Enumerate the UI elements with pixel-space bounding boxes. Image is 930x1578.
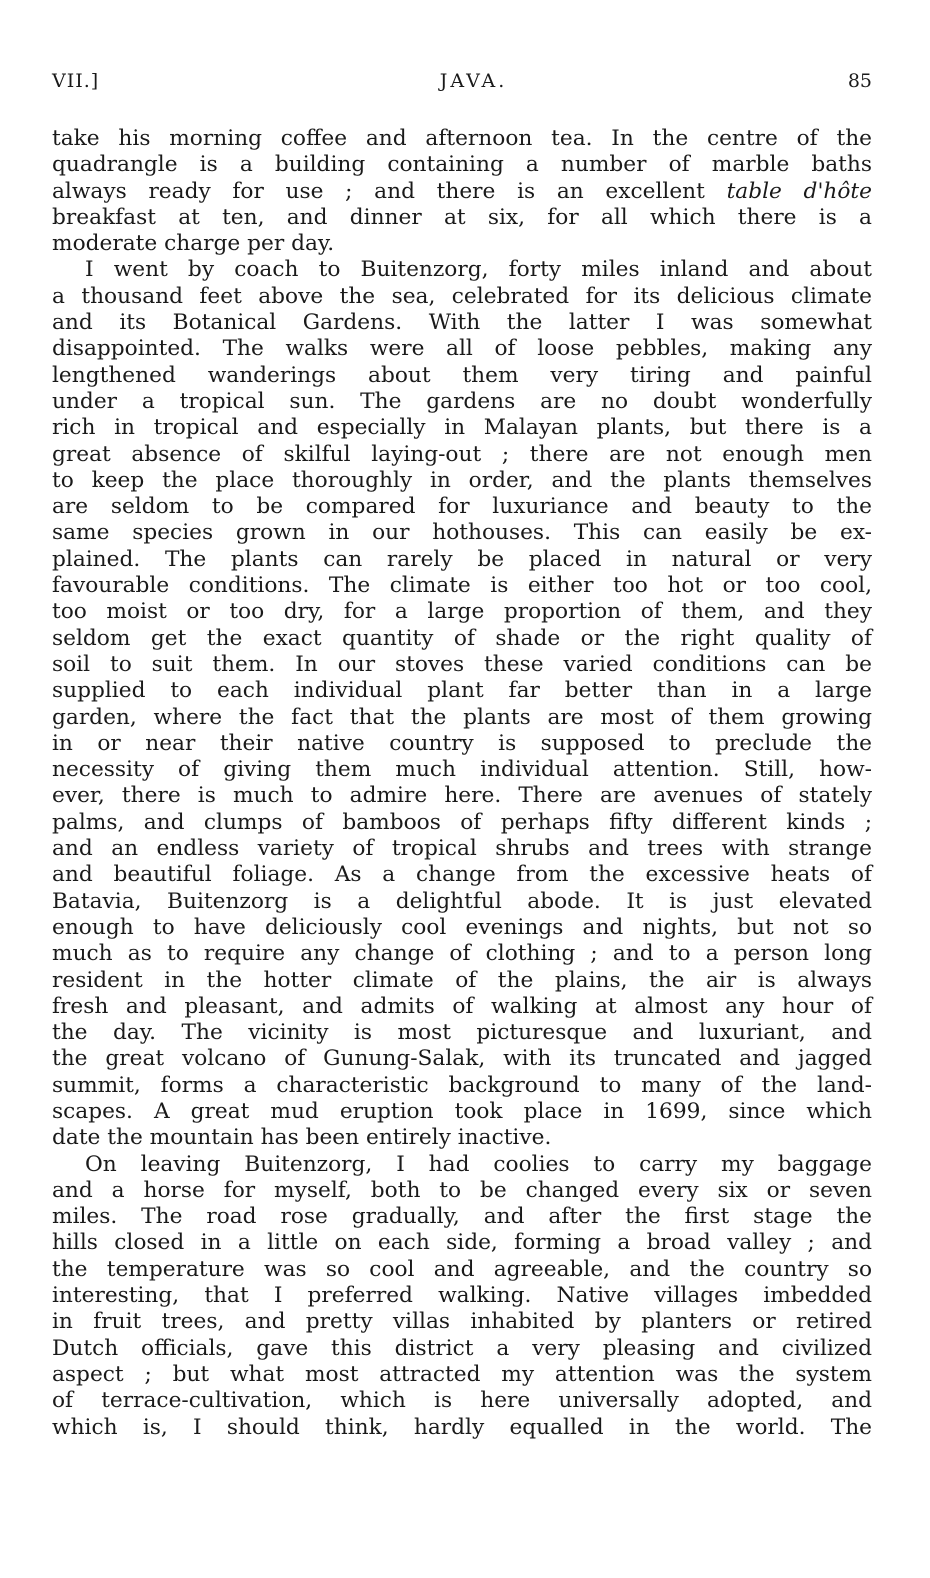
chapter-marker: VII.] [52, 70, 100, 92]
paragraph [52, 1152, 872, 1441]
text-segment: disappointed. The walks were all of loose pebbles, making any [52, 336, 872, 362]
text-segment: garden, where the fact that the plants are most of them growing [52, 704, 872, 730]
text-segment: too moist or too dry, for a large proportion of them, and they [52, 599, 872, 625]
text-line [52, 1204, 872, 1230]
text-segment: always ready for use ; and there is an excellent [52, 178, 727, 204]
text-line [52, 1125, 872, 1151]
text-line [52, 626, 872, 652]
text-line [52, 941, 872, 967]
text-line [52, 1073, 872, 1099]
text-segment: lengthened wanderings about them very tiring and painful [52, 362, 872, 388]
text-segment: same species grown in our hothouses. This can easily be ex- [52, 520, 872, 546]
text-segment: of terrace-cultivation, which is here universally adopted, and [52, 1388, 872, 1414]
text-line [52, 889, 872, 915]
text-segment: moderate charge per day. [52, 231, 335, 257]
text-segment: are seldom to be compared for luxuriance and beauty to the [52, 494, 872, 520]
text-line [52, 757, 872, 783]
text-line [52, 599, 872, 625]
text-line [52, 389, 872, 415]
text-segment: and beautiful foliage. As a change from the excessive heats of [52, 862, 872, 888]
text-line [52, 1046, 872, 1072]
text-segment: plained. The plants can rarely be placed in natural or very [52, 546, 872, 572]
text-segment: great absence of skilful laying-out ; there are not enough men [52, 441, 872, 467]
running-title: JAVA. [439, 70, 508, 92]
text-segment: seldom get the exact quantity of shade or the right quality of [52, 625, 872, 651]
text-segment: interesting, that I preferred walking. Native villages imbedded [52, 1283, 872, 1309]
text-segment: which is, I should think, hardly equalled in the world. The [52, 1414, 872, 1440]
text-line [52, 1415, 872, 1441]
text-segment: miles. The road rose gradually, and after the first stage the [52, 1204, 872, 1230]
text-line [52, 126, 872, 152]
text-line [52, 1257, 872, 1283]
text-line [52, 994, 872, 1020]
text-line [52, 231, 872, 257]
text-line [52, 415, 872, 441]
text-segment: scapes. A great mud eruption took place in 1699, since which [52, 1098, 872, 1124]
text-segment: enough to have deliciously cool evenings and nights, but not so [52, 914, 872, 940]
text-segment: the day. The vicinity is most picturesque and luxuriant, and [52, 1020, 872, 1046]
text-line [52, 1230, 872, 1256]
text-line [52, 678, 872, 704]
text-segment: summit, forms a characteristic background to many of the land- [52, 1072, 872, 1098]
text-segment: aspect ; but what most attracted my attention was the system [52, 1361, 872, 1387]
text-segment: in fruit trees, and pretty villas inhabited by planters or retired [52, 1309, 872, 1335]
text-segment: fresh and pleasant, and admits of walking at almost any hour of [52, 993, 872, 1019]
text-segment: Batavia, Buitenzorg is a delightful abode. It is just elevated [52, 888, 872, 914]
text-segment: quadrangle is a building containing a number of marble baths [52, 152, 872, 178]
text-segment: I went by coach to Buitenzorg, forty miles inland and about [85, 257, 872, 283]
text-segment: hills closed in a little on each side, forming a broad valley ; and [52, 1230, 872, 1256]
text-line [52, 205, 872, 231]
text-line [52, 442, 872, 468]
text-segment: and a horse for myself, both to be changed every six or seven [52, 1177, 872, 1203]
text-line [52, 1178, 872, 1204]
paragraph [52, 257, 872, 1151]
text-line [52, 310, 872, 336]
text-segment: breakfast at ten, and dinner at six, for all which there is a [52, 204, 872, 230]
italic-phrase: table d'hôte [726, 178, 872, 204]
text-line [52, 915, 872, 941]
text-line [52, 1388, 872, 1414]
text-line [52, 731, 872, 757]
text-line [52, 152, 872, 178]
text-line [52, 705, 872, 731]
text-segment: the temperature was so cool and agreeable, and the country so [52, 1256, 872, 1282]
text-segment: rich in tropical and especially in Malayan plants, but there is a [52, 415, 872, 441]
text-line [52, 652, 872, 678]
text-segment: supplied to each individual plant far better than in a large [52, 678, 872, 704]
body-text [52, 126, 872, 1441]
text-line [52, 520, 872, 546]
text-segment: resident in the hotter climate of the plains, the air is always [52, 967, 872, 993]
text-line [52, 179, 872, 205]
text-segment: much as to require any change of clothing ; and to a person long [52, 941, 872, 967]
text-line [52, 968, 872, 994]
text-line [52, 547, 872, 573]
text-segment: palms, and clumps of bamboos of perhaps fifty different kinds ; [52, 809, 872, 835]
text-line [52, 1309, 872, 1335]
text-line [52, 336, 872, 362]
running-head [52, 70, 872, 104]
text-line [52, 363, 872, 389]
text-segment: necessity of giving them much individual attention. Still, how- [52, 757, 872, 783]
text-segment: favourable conditions. The climate is either too hot or too cool, [52, 573, 872, 599]
paragraph [52, 126, 872, 257]
text-line [52, 1283, 872, 1309]
text-segment: take his morning coffee and afternoon tea. In the centre of the [52, 126, 872, 151]
text-line [52, 862, 872, 888]
text-line [52, 1020, 872, 1046]
text-line [52, 1336, 872, 1362]
text-segment: in or near their native country is supposed to preclude the [52, 730, 872, 756]
text-segment: ever, there is much to admire here. There are avenues of stately [52, 783, 872, 809]
text-line [52, 810, 872, 836]
text-line [52, 494, 872, 520]
text-segment: and its Botanical Gardens. With the latter I was somewhat [52, 310, 872, 336]
text-segment: On leaving Buitenzorg, I had coolies to carry my baggage [85, 1151, 872, 1177]
text-segment: under a tropical sun. The gardens are no doubt wonderfully [52, 388, 872, 414]
text-segment: and an endless variety of tropical shrubs and trees with strange [52, 836, 872, 862]
text-line [52, 468, 872, 494]
text-line [52, 1099, 872, 1125]
text-line [52, 1362, 872, 1388]
text-segment: date the mountain has been entirely inactive. [52, 1125, 552, 1151]
text-segment: soil to suit them. In our stoves these varied conditions can be [52, 651, 872, 677]
text-line [52, 1152, 872, 1178]
text-line [52, 836, 872, 862]
text-line [52, 783, 872, 809]
text-segment: Dutch officials, gave this district a very pleasing and civilized [52, 1335, 872, 1361]
page-number: 85 [847, 70, 872, 92]
text-segment: the great volcano of Gunung-Salak, with its truncated and jagged [52, 1046, 872, 1072]
text-segment: a thousand feet above the sea, celebrated for its delicious climate [52, 283, 872, 309]
text-segment: to keep the place thoroughly in order, and the plants themselves [52, 467, 872, 493]
text-line [52, 284, 872, 310]
text-line [52, 573, 872, 599]
text-line [52, 257, 872, 283]
book-page [52, 70, 872, 1441]
